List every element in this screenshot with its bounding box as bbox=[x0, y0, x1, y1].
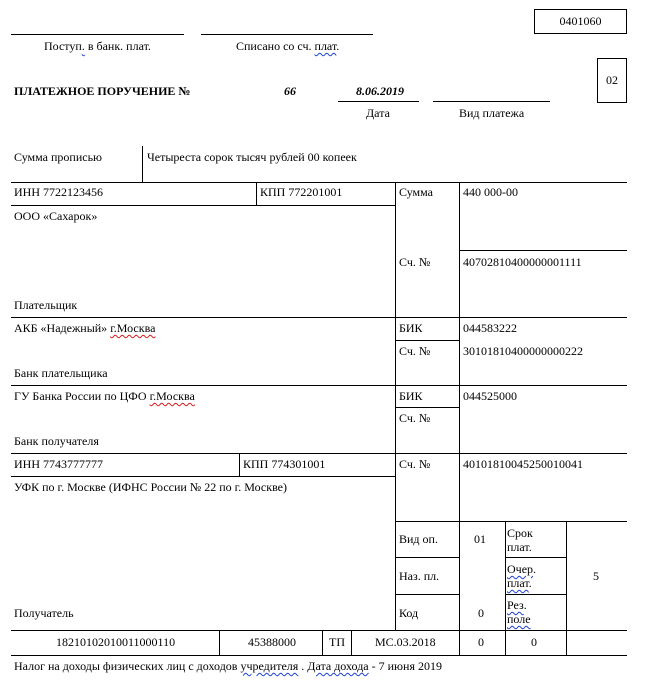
recipient-inn: ИНН 7743777777 bbox=[14, 457, 103, 471]
payer-label: Плательщик bbox=[14, 298, 78, 312]
main-col-divider bbox=[395, 182, 396, 630]
value-col-divider bbox=[459, 182, 460, 630]
recipient-bank-bottom-line bbox=[11, 453, 627, 454]
payer-bank-bik-line bbox=[395, 340, 459, 341]
reserve-label: Рез. поле bbox=[507, 598, 531, 626]
op-type-line bbox=[395, 557, 459, 558]
tax-top-line bbox=[11, 630, 627, 631]
priority-label: Очер. плат. bbox=[507, 562, 537, 590]
form-code: 0401060 bbox=[559, 14, 602, 28]
payer-name: ООО «Сахарок» bbox=[14, 209, 98, 223]
date-label: Дата bbox=[366, 106, 390, 120]
op-type-label: Вид оп. bbox=[399, 532, 438, 546]
document-number: 66 bbox=[284, 84, 296, 98]
amount-words-value: Четыреста сорок тысяч рублей 00 копеек bbox=[147, 150, 357, 164]
doc-number-value: 0 bbox=[478, 635, 484, 649]
payer-account: 40702810400000001111 bbox=[463, 255, 582, 269]
recipient-name: УФК по г. Москве (ИФНС России № 22 по г. Москве) bbox=[14, 480, 287, 494]
op-type-value: 01 bbox=[474, 532, 486, 546]
sum-label: Сумма bbox=[399, 185, 433, 199]
term-label: Срок плат. bbox=[507, 526, 533, 554]
payment-purpose: Налог на доходы физических лиц с доходов учредителя . Дата дохода - 7 июня 2019 bbox=[14, 659, 442, 673]
doc-date-value: 0 bbox=[531, 635, 537, 649]
payer-bank-account: 30101810400000000222 bbox=[463, 344, 583, 358]
priority-line bbox=[505, 594, 566, 595]
priority-value: 5 bbox=[593, 569, 599, 583]
priority-col-divider bbox=[566, 521, 567, 630]
term-line bbox=[505, 557, 566, 558]
date-line bbox=[338, 101, 419, 102]
recipient-bank-account-label: Сч. № bbox=[399, 411, 431, 425]
debited-line bbox=[201, 34, 373, 35]
payment-type-label: Вид платежа bbox=[459, 106, 525, 120]
recipient-account-bottom-line bbox=[395, 521, 627, 522]
code-value: 0 bbox=[478, 606, 484, 620]
tax-bottom-line bbox=[11, 655, 627, 656]
table-top-line bbox=[11, 182, 627, 183]
payer-kpp-divider bbox=[256, 182, 257, 205]
payer-account-label: Сч. № bbox=[399, 255, 431, 269]
payer-bank-name: АКБ «Надежный» г.Москва bbox=[14, 321, 156, 335]
payer-bank-bik-label: БИК bbox=[399, 321, 423, 335]
form-code-box bbox=[534, 9, 627, 34]
recipient-account: 40101810045250010041 bbox=[463, 457, 583, 471]
received-label: Поступ. в банк. плат. bbox=[44, 39, 151, 53]
payer-bank-label: Банк плательщика bbox=[14, 366, 108, 380]
kbk-value: 18210102010011000110 bbox=[56, 635, 176, 649]
recipient-account-label: Сч. № bbox=[399, 457, 431, 471]
tax-col-1 bbox=[219, 630, 220, 655]
payer-inn-line bbox=[11, 205, 395, 206]
tax-col-6 bbox=[566, 630, 567, 655]
purpose-line bbox=[395, 594, 459, 595]
basis-value: ТП bbox=[329, 635, 345, 649]
recipient-bank-bik-label: БИК bbox=[399, 389, 423, 403]
tax-col-5 bbox=[505, 630, 506, 655]
tax-col-3 bbox=[351, 630, 352, 655]
purpose-code-label: Наз. пл. bbox=[399, 569, 440, 583]
payment-type-line bbox=[433, 101, 550, 102]
sum-value: 440 000-00 bbox=[463, 185, 518, 199]
oktmo-value: 45388000 bbox=[248, 635, 296, 649]
document-title: ПЛАТЕЖНОЕ ПОРУЧЕНИЕ № bbox=[14, 84, 191, 98]
document-date: 8.06.2019 bbox=[356, 84, 404, 98]
recipient-bank-name: ГУ Банка России по ЦФО г.Москва bbox=[14, 389, 195, 403]
payer-kpp: КПП 772201001 bbox=[260, 185, 343, 199]
term-col-divider bbox=[505, 521, 506, 630]
recipient-bank-bik: 044525000 bbox=[463, 389, 517, 403]
amount-words-label: Сумма прописью bbox=[14, 150, 103, 164]
sum-bottom-line bbox=[459, 250, 627, 251]
amount-words-divider bbox=[142, 146, 143, 182]
recipient-kpp-divider bbox=[239, 453, 240, 476]
tax-col-2 bbox=[322, 630, 323, 655]
payer-bank-bottom-line bbox=[11, 385, 627, 386]
period-value: МС.03.2018 bbox=[375, 635, 436, 649]
recipient-bank-bik-line bbox=[395, 407, 459, 408]
tax-col-4 bbox=[459, 630, 460, 655]
recipient-bank-label: Банк получателя bbox=[14, 434, 99, 448]
debited-label: Списано со сч. плат. bbox=[236, 39, 340, 53]
status-code: 02 bbox=[606, 73, 618, 87]
payer-inn: ИНН 7722123456 bbox=[14, 185, 103, 199]
recipient-inn-line bbox=[11, 476, 395, 477]
recipient-kpp: КПП 774301001 bbox=[243, 457, 326, 471]
status-box bbox=[597, 58, 627, 103]
recipient-label: Получатель bbox=[14, 606, 74, 620]
code-label: Код bbox=[399, 606, 419, 620]
payer-bank-bik: 044583222 bbox=[463, 321, 517, 335]
received-line bbox=[11, 34, 184, 35]
payer-bank-account-label: Сч. № bbox=[399, 344, 431, 358]
payer-bottom-line bbox=[11, 317, 627, 318]
